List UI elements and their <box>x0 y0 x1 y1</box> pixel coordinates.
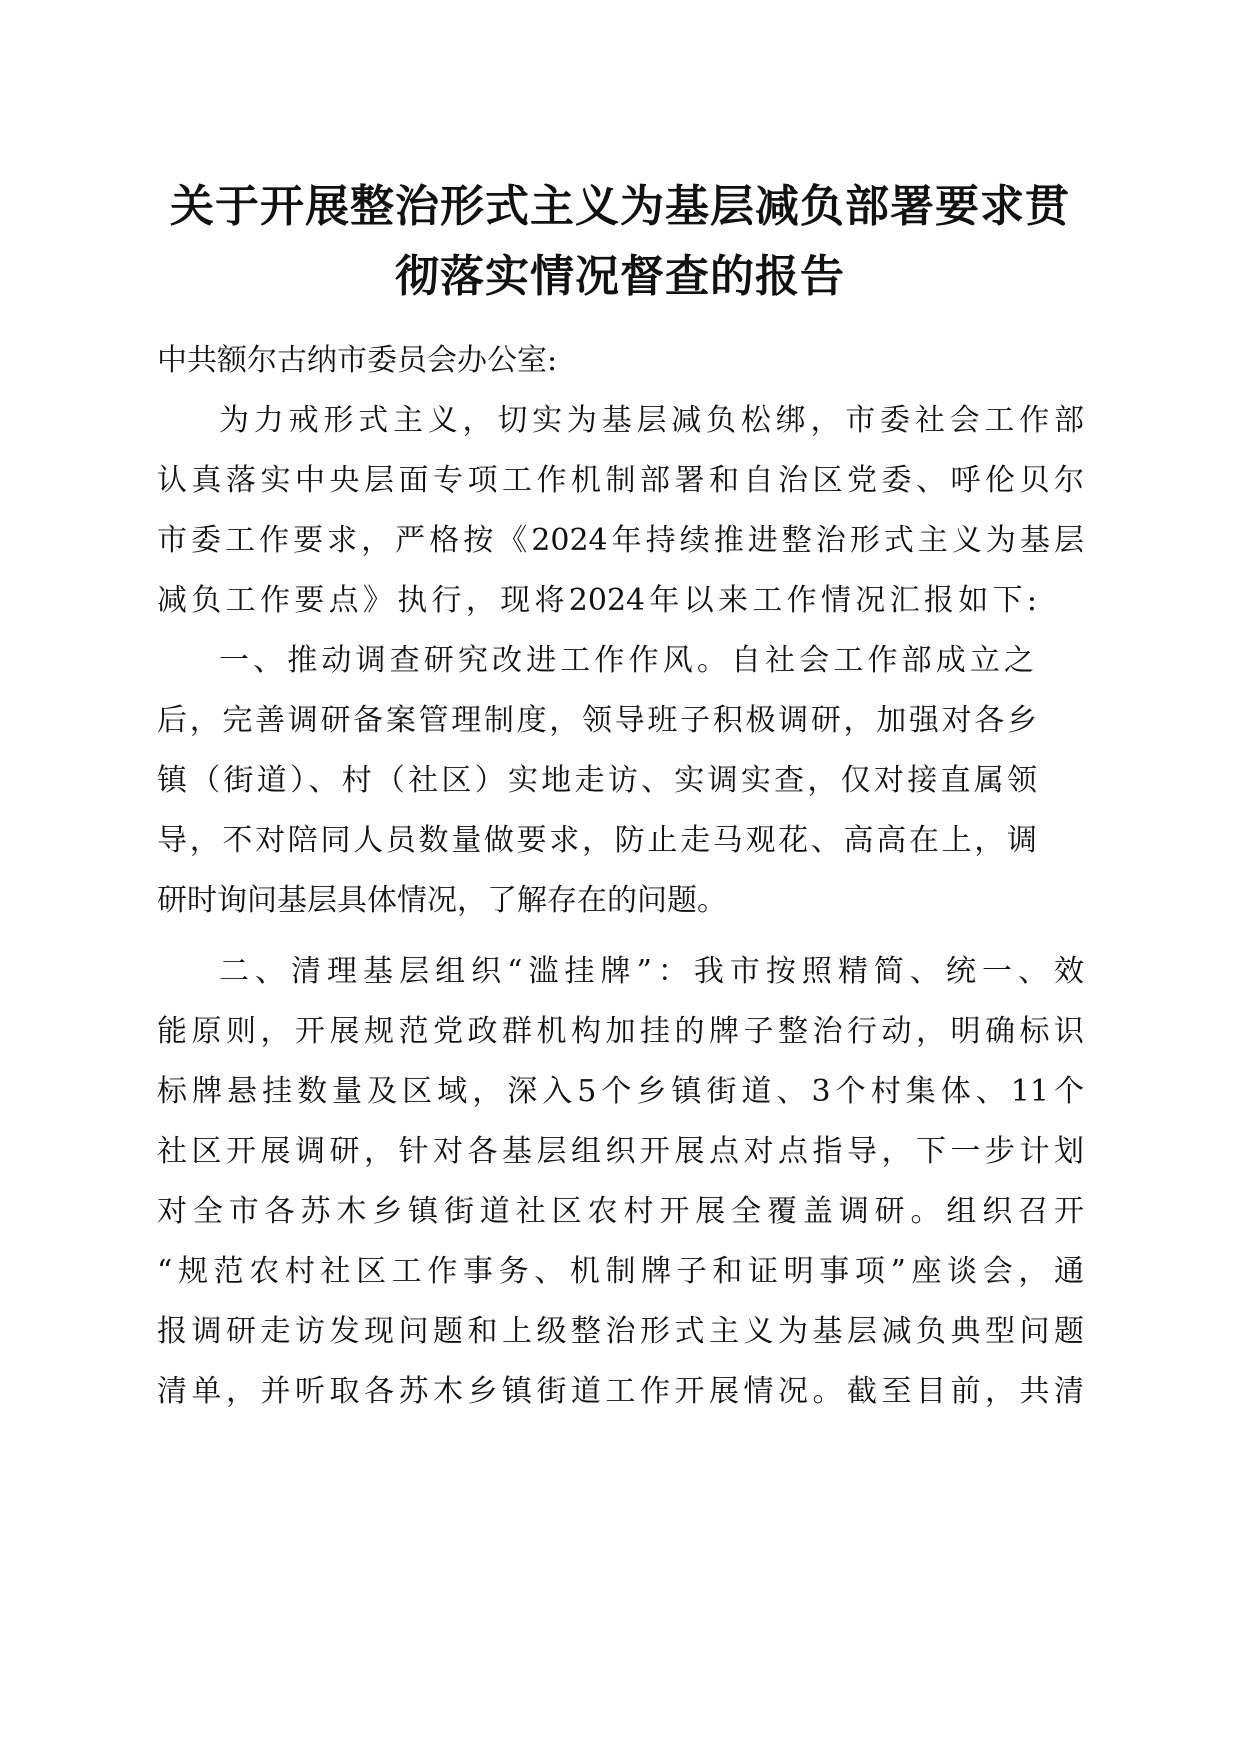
paragraph-line: 社区开展调研，针对各基层组织开展点对点指导，下一步计划 <box>157 1134 1084 1169</box>
paragraph-line: 研时询问基层具体情况，了解存在的问题。 <box>157 883 727 918</box>
title-line-1: 关于开展整治形式主义为基层减负部署要求贯 <box>170 181 1070 232</box>
paragraph-line: 为力戒形式主义，切实为基层减负松绑，市委社会工作部 <box>219 403 1084 438</box>
paragraph-line: 市委工作要求，严格按《2024年持续推进整治形式主义为基层 <box>157 523 1084 558</box>
paragraph-line: 导，不对陪同人员数量做要求，防止走马观花、高高在上，调 <box>157 823 1037 858</box>
paragraph-line: 能原则，开展规范党政群机构加挂的牌子整治行动，明确标识 <box>157 1014 1084 1049</box>
paragraph-line: 减负工作要点》执行，现将2024年以来工作情况汇报如下: <box>157 583 1037 618</box>
paragraph-line: 后，完善调研备案管理制度，领导班子积极调研，加强对各乡 <box>157 703 1037 738</box>
section-heading-line: 二、清理基层组织“滥挂牌”：我市按照精简、统一、效 <box>219 954 1084 989</box>
paragraph-line: “规范农村社区工作事务、机制牌子和证明事项”座谈会，通 <box>157 1254 1084 1289</box>
section-heading-line: 一、推动调查研究改进工作作风。自社会工作部成立之 <box>219 643 1034 678</box>
paragraph-line: 认真落实中央层面专项工作机制部署和自治区党委、呼伦贝尔 <box>157 463 1084 498</box>
salutation: 中共额尔古纳市委员会办公室: <box>157 343 558 378</box>
document-title <box>150 172 1090 312</box>
title-line-2: 彻落实情况督查的报告 <box>395 251 845 302</box>
paragraph-line: 对全市各苏木乡镇街道社区农村开展全覆盖调研。组织召开 <box>157 1194 1084 1229</box>
paragraph-line: 报调研走访发现问题和上级整治形式主义为基层减负典型问题 <box>157 1314 1084 1349</box>
paragraph-line: 标牌悬挂数量及区域，深入5个乡镇街道、3个村集体、11个 <box>157 1074 1084 1109</box>
paragraph-line: 清单，并听取各苏木乡镇街道工作开展情况。截至目前，共清 <box>157 1374 1084 1409</box>
paragraph-line: 镇（街道）、村（社区）实地走访、实调实查，仅对接直属领 <box>157 763 1037 798</box>
